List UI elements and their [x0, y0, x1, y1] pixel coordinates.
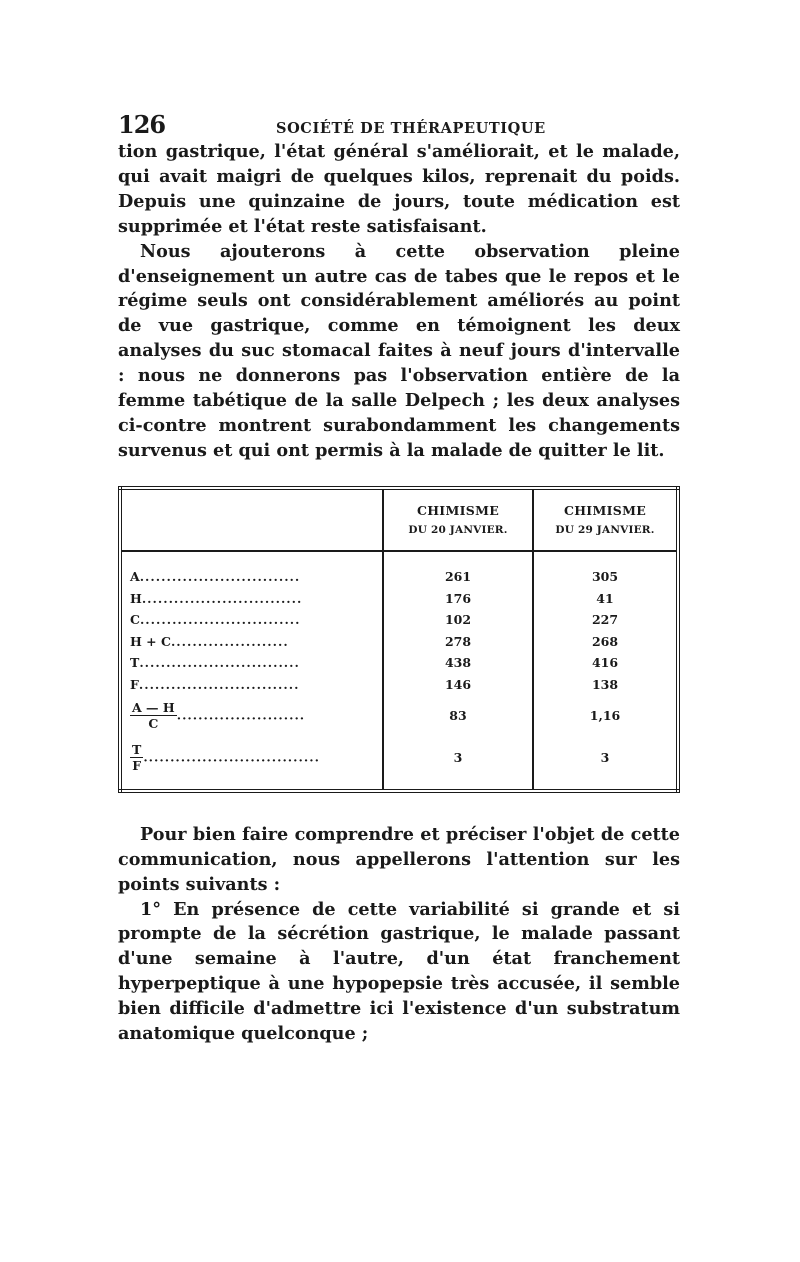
value-29-janvier: 138 — [533, 673, 678, 695]
table-row — [120, 609, 678, 631]
table-row-ratio — [120, 737, 678, 791]
value-29-janvier: 268 — [533, 630, 678, 652]
value-29-janvier: 305 — [533, 551, 678, 588]
value-29-janvier: 416 — [533, 652, 678, 674]
row-label: C.............................. — [130, 612, 301, 628]
value-20-janvier: 3 — [383, 737, 533, 791]
row-label: F.............................. — [130, 676, 300, 692]
gastric-analysis-table — [118, 486, 680, 793]
book-page — [118, 110, 680, 1047]
header-analysis-2: CHIMISME DU 29 JANVIER. — [533, 488, 678, 551]
value-20-janvier: 176 — [383, 587, 533, 609]
value-20-janvier: 146 — [383, 673, 533, 695]
table-row — [120, 551, 678, 588]
header-analysis-1: CHIMISME DU 20 JANVIER. — [383, 488, 533, 551]
row-label: H + C...................... — [130, 633, 289, 649]
paragraph-points: Pour bien faire comprendre et préciser l'objet de cette communication, nous appellerons l'attention sur les points suivants : — [118, 823, 680, 895]
value-20-janvier: 261 — [383, 551, 533, 588]
value-20-janvier: 278 — [383, 630, 533, 652]
running-head — [118, 110, 680, 140]
table-row — [120, 630, 678, 652]
value-20-janvier: 438 — [383, 652, 533, 674]
row-label-fraction: $\frac{T}{F}$ ................................. — [132, 741, 320, 774]
table-row — [120, 673, 678, 695]
paragraph-observation: Nous ajouterons à cette observation pleine d'enseignement un autre cas de tabes que le repos et le régime seuls ont considérablement améliorés au point de vue gastrique, comme en témoignent les deux analyses du suc stomacal faites à neuf jours d'intervalle : nous ne donnerons pas l'observation entière de la femme tabétique de la salle Delpech ; les deux analyses ci-contre montrent surabondamment les changements survenus et qui ont permis à la malade de quitter le lit. — [118, 240, 680, 461]
table-row — [120, 587, 678, 609]
value-29-janvier: 41 — [533, 587, 678, 609]
paragraph-continuation: tion gastrique, l'état général s'améliorait, et le malade, qui avait maigri de quelques kilos, reprenait du poids. Depuis une quinzaine de jours, toute médication est supprimée et l'état reste satisfaisant. — [118, 141, 680, 237]
row-label: H.............................. — [130, 590, 303, 606]
header-label-cell — [120, 488, 383, 551]
page-number: 126 — [118, 110, 166, 139]
table-row-ratio — [120, 695, 678, 737]
row-label-fraction: $\frac{A — H}{C}$ ........................ — [132, 699, 306, 732]
fraction: $\frac{T}{F}$ — [132, 741, 142, 774]
paragraph-point-1: 1° En présence de cette variabilité si grande et si prompte de la sécrétion gastrique, le malade passant d'une semaine à l'autre, d'un état franchement hyperpeptique à une hypopepsie très accusée, il semble bien difficile d'admettre ici l'existence d'un substratum anatomique quelconque ; — [118, 898, 680, 1045]
value-20-janvier: 102 — [383, 609, 533, 631]
value-29-janvier: 227 — [533, 609, 678, 631]
running-head-title: SOCIÉTÉ DE THÉRAPEUTIQUE — [276, 120, 546, 137]
table-header-row — [120, 488, 678, 551]
table-row — [120, 652, 678, 674]
value-29-janvier: 3 — [533, 737, 678, 791]
row-label: T.............................. — [130, 655, 300, 671]
value-29-janvier: 1,16 — [533, 695, 678, 737]
fraction: $\frac{A — H}{C}$ — [132, 699, 175, 732]
value-20-janvier: 83 — [383, 695, 533, 737]
row-label: A.............................. — [130, 569, 301, 585]
